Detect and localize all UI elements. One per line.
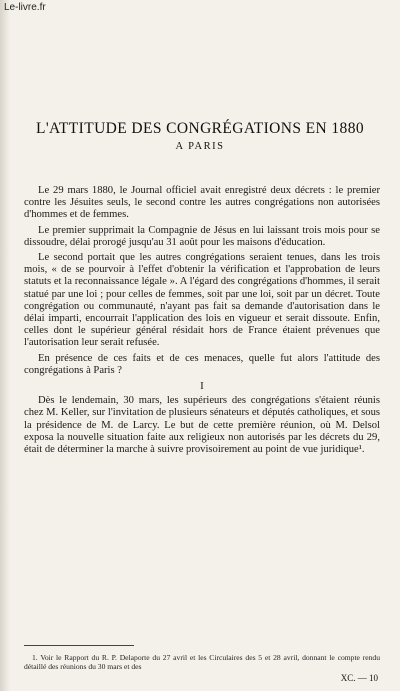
paragraph: Le premier supprimait la Compagnie de Jésus en lui laissant trois mois pour se dissoudre, délai prorogé jusqu'au 31 août pour les maisons d'éducation. [24, 224, 380, 248]
footnote [24, 653, 380, 671]
article-body [24, 185, 380, 459]
paragraph: Dès le lendemain, 30 mars, les supérieurs des congrégations s'étaient réunis chez M. Keller, sur l'invitation de plusieurs sénateurs et députés catholiques, et sous la présidence de M. de Larcy. Le but de cette première réunion, où M. Delsol exposa la nouvelle situation faite aux religieux non autorisés par les décrets du 29, était de déterminer la marche à suivre provisoirement au point de vue juridique¹. [24, 395, 380, 456]
section-number: I [200, 380, 204, 393]
footnote-separator [24, 645, 134, 646]
paragraph: Le second portait que les autres congrégations seraient tenues, dans les trois mois, « de se pourvoir à l'effet d'obtenir la vérification et l'approbation de leurs statuts et la reconnaissance légale ». A l'égard des congrégations d'hommes, il serait statué par une loi ; pour celles de femmes, soit par une loi, soit par un décret. Toute congrégation ou communauté, n'ayant pas fait sa demande d'autorisation dans le délai imparti, encourrait l'application des lois en vigueur et serait dissoute. Enfin, celles dont le supérieur général résidait hors de France étaient prévenues que l'autorisation leur serait refusée. [24, 252, 380, 349]
footnote-text: 1. Voir le Rapport du R. P. Delaporte du 27 avril et les Circulaires des 5 et 28 avril, donnant le compte rendu détaillé des réunions du 30 mars et des [24, 653, 380, 671]
watermark: Le-livre.fr [4, 2, 46, 13]
paragraph: Le 29 mars 1880, le Journal officiel avait enregistré deux décrets : le premier contre les Jésuites seuls, le second contre les autres congrégations non autorisées d'hommes et de femmes. [24, 185, 380, 221]
signature-mark: XC. — 10 [340, 673, 378, 683]
page-subtitle: A PARIS [175, 141, 225, 152]
paragraph: En présence de ces faits et de ces menaces, quelle fut alors l'attitude des congrégations à Paris ? [24, 352, 380, 376]
page-title: L'ATTITUDE DES CONGRÉGATIONS EN 1880 [35, 120, 365, 137]
page-edge [0, 0, 10, 691]
